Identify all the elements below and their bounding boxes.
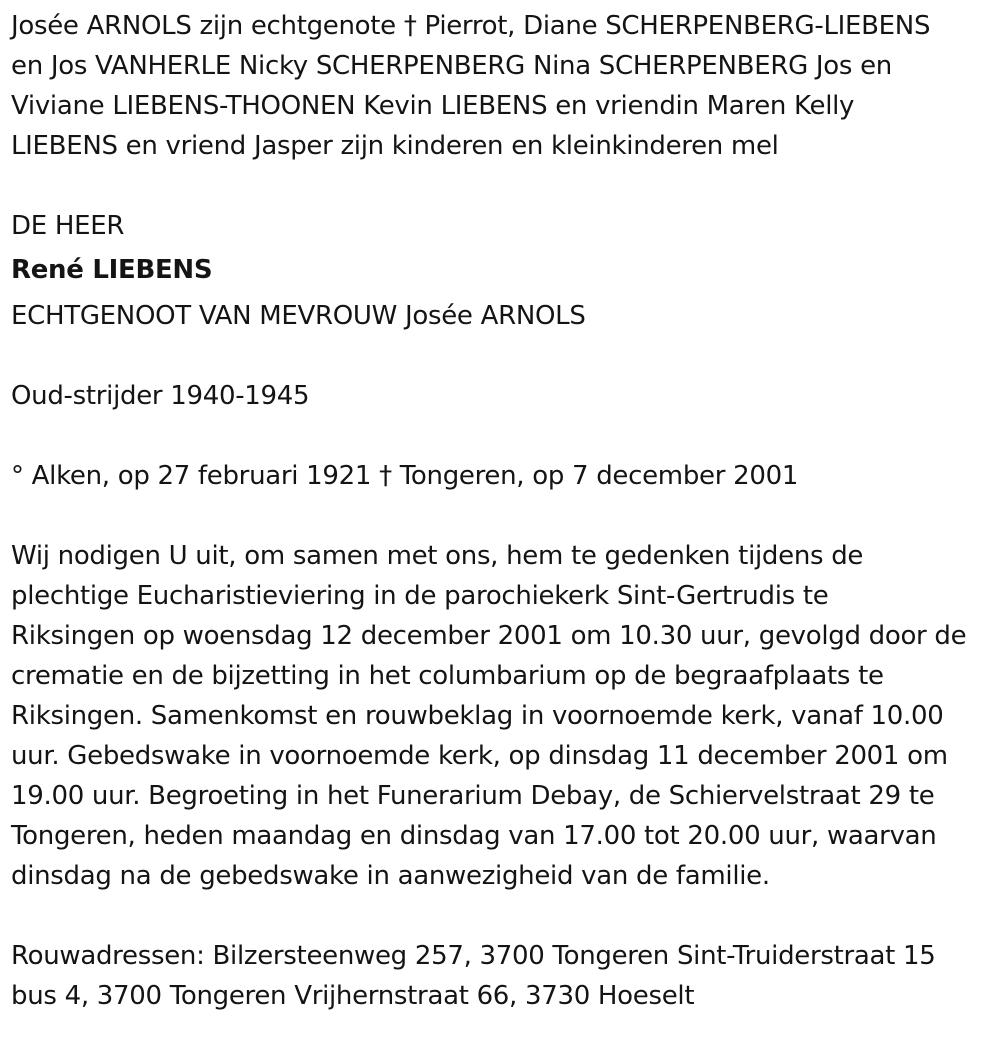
ceremony-line-7: 19.00 uur. Begroeting in het Funerarium Debay, de Schiervelstraat 29 te	[11, 781, 935, 811]
spacer	[11, 166, 1000, 206]
family-line-3: Viviane LIEBENS-THOONEN Kevin LIEBENS en vriendin Maren Kelly	[11, 91, 855, 121]
ceremony-line-2: plechtige Eucharistieviering in de parochiekerk Sint-Gertrudis te	[11, 581, 829, 611]
addresses-line-1: Rouwadressen: Bilzersteenweg 257, 3700 Tongeren Sint-Truiderstraat 15	[11, 941, 936, 971]
family-line-4: LIEBENS en vriend Jasper zijn kinderen en kleinkinderen mel	[11, 131, 779, 161]
ceremony-line-9: dinsdag na de gebedswake in aanwezigheid van de familie.	[11, 861, 770, 891]
family-line-2: en Jos VANHERLE Nicky SCHERPENBERG Nina SCHERPENBERG Jos en	[11, 51, 892, 81]
ceremony-line-8: Tongeren, heden maandag en dinsdag van 17.00 tot 20.00 uur, waarvan	[11, 821, 937, 851]
addresses-line-2: bus 4, 3700 Tongeren Vrijhernstraat 66, 3730 Hoeselt	[11, 981, 695, 1011]
family-line-1: Josée ARNOLS zijn echtgenote † Pierrot, Diane SCHERPENBERG-LIEBENS	[11, 11, 931, 41]
spacer	[11, 416, 1000, 456]
family-announcement	[11, 6, 1000, 166]
spouse-line: ECHTGENOOT VAN MEVROUW Josée ARNOLS	[11, 301, 586, 331]
birth-death-line: ° Alken, op 27 februari 1921 † Tongeren, op 7 december 2001	[11, 461, 799, 491]
veteran-line: Oud-strijder 1940-1945	[11, 381, 310, 411]
ceremony-line-3: Riksingen op woensdag 12 december 2001 om 10.30 uur, gevolgd door de	[11, 621, 967, 651]
deceased-name: René LIEBENS	[11, 255, 213, 285]
ceremony-line-1: Wij nodigen U uit, om samen met ons, hem te gedenken tijdens de	[11, 541, 864, 571]
spacer	[11, 896, 1000, 936]
addresses-paragraph	[11, 936, 1000, 1016]
title-line: DE HEER	[11, 211, 125, 241]
ceremony-paragraph	[11, 536, 1000, 896]
ceremony-line-4: crematie en de bijzetting in het columbarium op de begraafplaats te	[11, 661, 884, 691]
spacer	[11, 336, 1000, 376]
spacer	[11, 496, 1000, 536]
ceremony-line-6: uur. Gebedswake in voornoemde kerk, op dinsdag 11 december 2001 om	[11, 741, 948, 771]
ceremony-line-5: Riksingen. Samenkomst en rouwbeklag in voornoemde kerk, vanaf 10.00	[11, 701, 944, 731]
